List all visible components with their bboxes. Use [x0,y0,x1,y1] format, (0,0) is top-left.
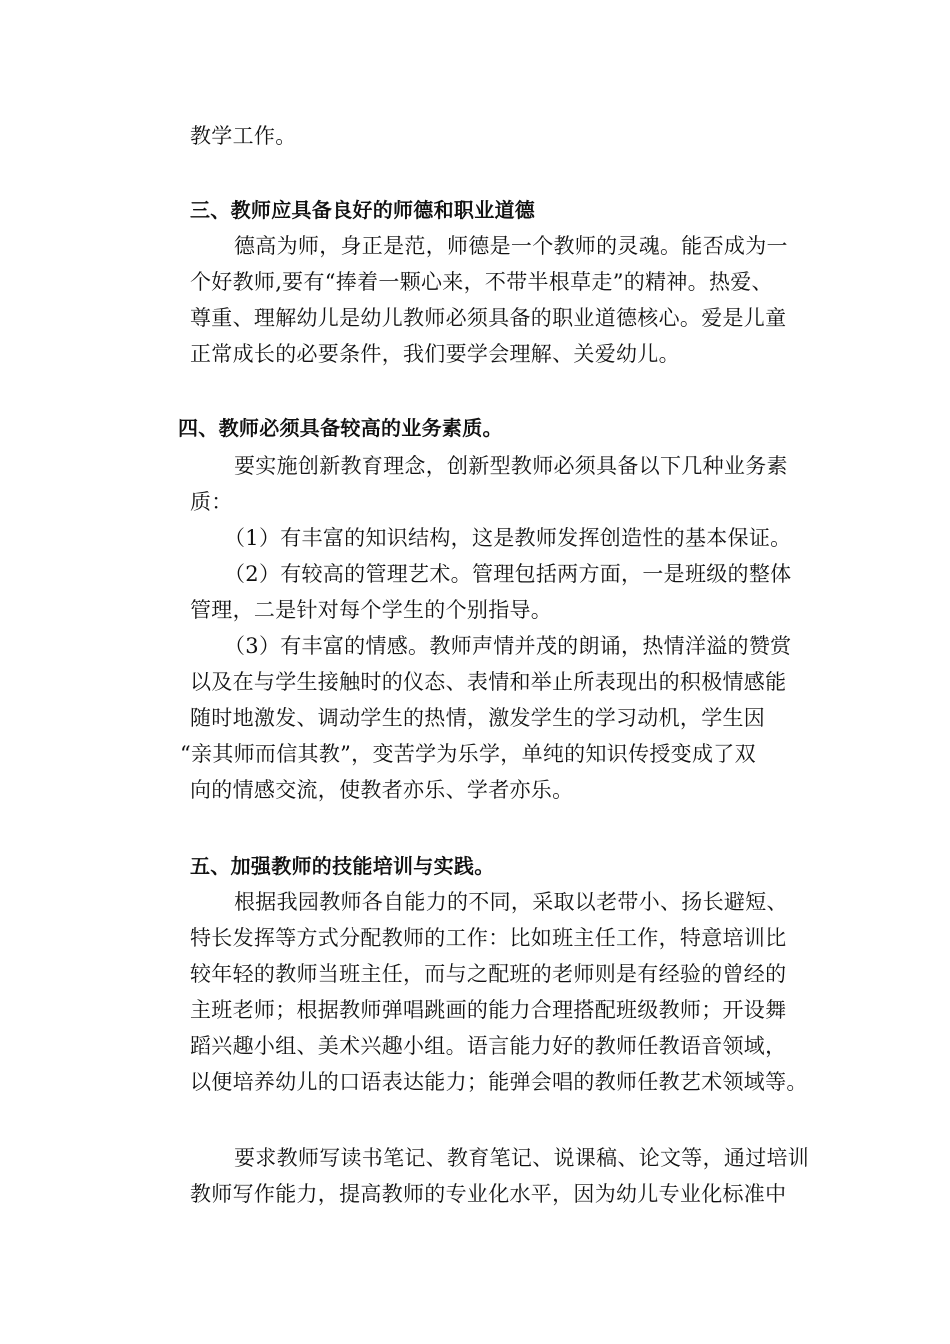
paragraph-line: 要求教师写读书笔记、教育笔记、说课稿、论文等，通过培训 [234,1146,810,1170]
paragraph-line: （3）有丰富的情感。教师声情并茂的朗诵，热情洋溢的赞赏 [224,634,792,658]
paragraph-line: 要实施创新教育理念，创新型教师必须具备以下几种业务素 [234,454,788,478]
paragraph-line: 以便培养幼儿的口语表达能力；能弹会唱的教师任教艺术领域等。 [190,1070,808,1094]
paragraph-line: 质： [190,490,233,514]
section-heading-3: 三、教师应具备良好的师德和职业道德 [190,198,536,222]
section-heading-4: 四、教师必须具备较高的业务素质。 [178,416,503,440]
paragraph-line: （1）有丰富的知识结构，这是教师发挥创造性的基本保证。 [224,526,792,550]
paragraph-line: 根据我园教师各自能力的不同，采取以老带小、扬长避短、 [234,890,788,914]
paragraph-line: 较年轻的教师当班主任，而与之配班的老师则是有经验的曾经的 [190,962,787,986]
paragraph-line: 德高为师，身正是范，师德是一个教师的灵魂。能否成为一 [234,234,788,258]
paragraph-line: 特长发挥等方式分配教师的工作：比如班主任工作，特意培训比 [190,926,787,950]
paragraph-line: 主班老师；根据教师弹唱跳画的能力合理搭配班级教师；开设舞 [190,998,787,1022]
paragraph-line: （2）有较高的管理艺术。管理包括两方面，一是班级的整体 [224,562,792,586]
paragraph-line: 管理，二是针对每个学生的个别指导。 [190,598,553,622]
paragraph-line: 教学工作。 [190,124,297,148]
paragraph-line: 蹈兴趣小组、美术兴趣小组。语言能力好的教师任教语音领域， [190,1034,787,1058]
paragraph-line: 以及在与学生接触时的仪态、表情和举止所表现出的积极情感能 [190,670,787,694]
paragraph-line: 个好教师,要有“捧着一颗心来，不带半根草走”的精神。热爱、 [190,270,773,294]
section-heading-5: 五、加强教师的技能培训与实践。 [190,854,495,878]
paragraph-line: 教师写作能力，提高教师的专业化水平，因为幼儿专业化标准中 [190,1182,787,1206]
paragraph-line: “亲其师而信其教”，变苦学为乐学，单纯的知识传授变成了双 [180,742,756,766]
paragraph-line: 随时地激发、调动学生的热情，激发学生的学习动机，学生因 [190,706,766,730]
paragraph-line: 正常成长的必要条件，我们要学会理解、关爱幼儿。 [190,342,680,366]
paragraph-line: 尊重、理解幼儿是幼儿教师必须具备的职业道德核心。爱是儿童 [190,306,787,330]
paragraph-line: 向的情感交流，使教者亦乐、学者亦乐。 [190,778,574,802]
